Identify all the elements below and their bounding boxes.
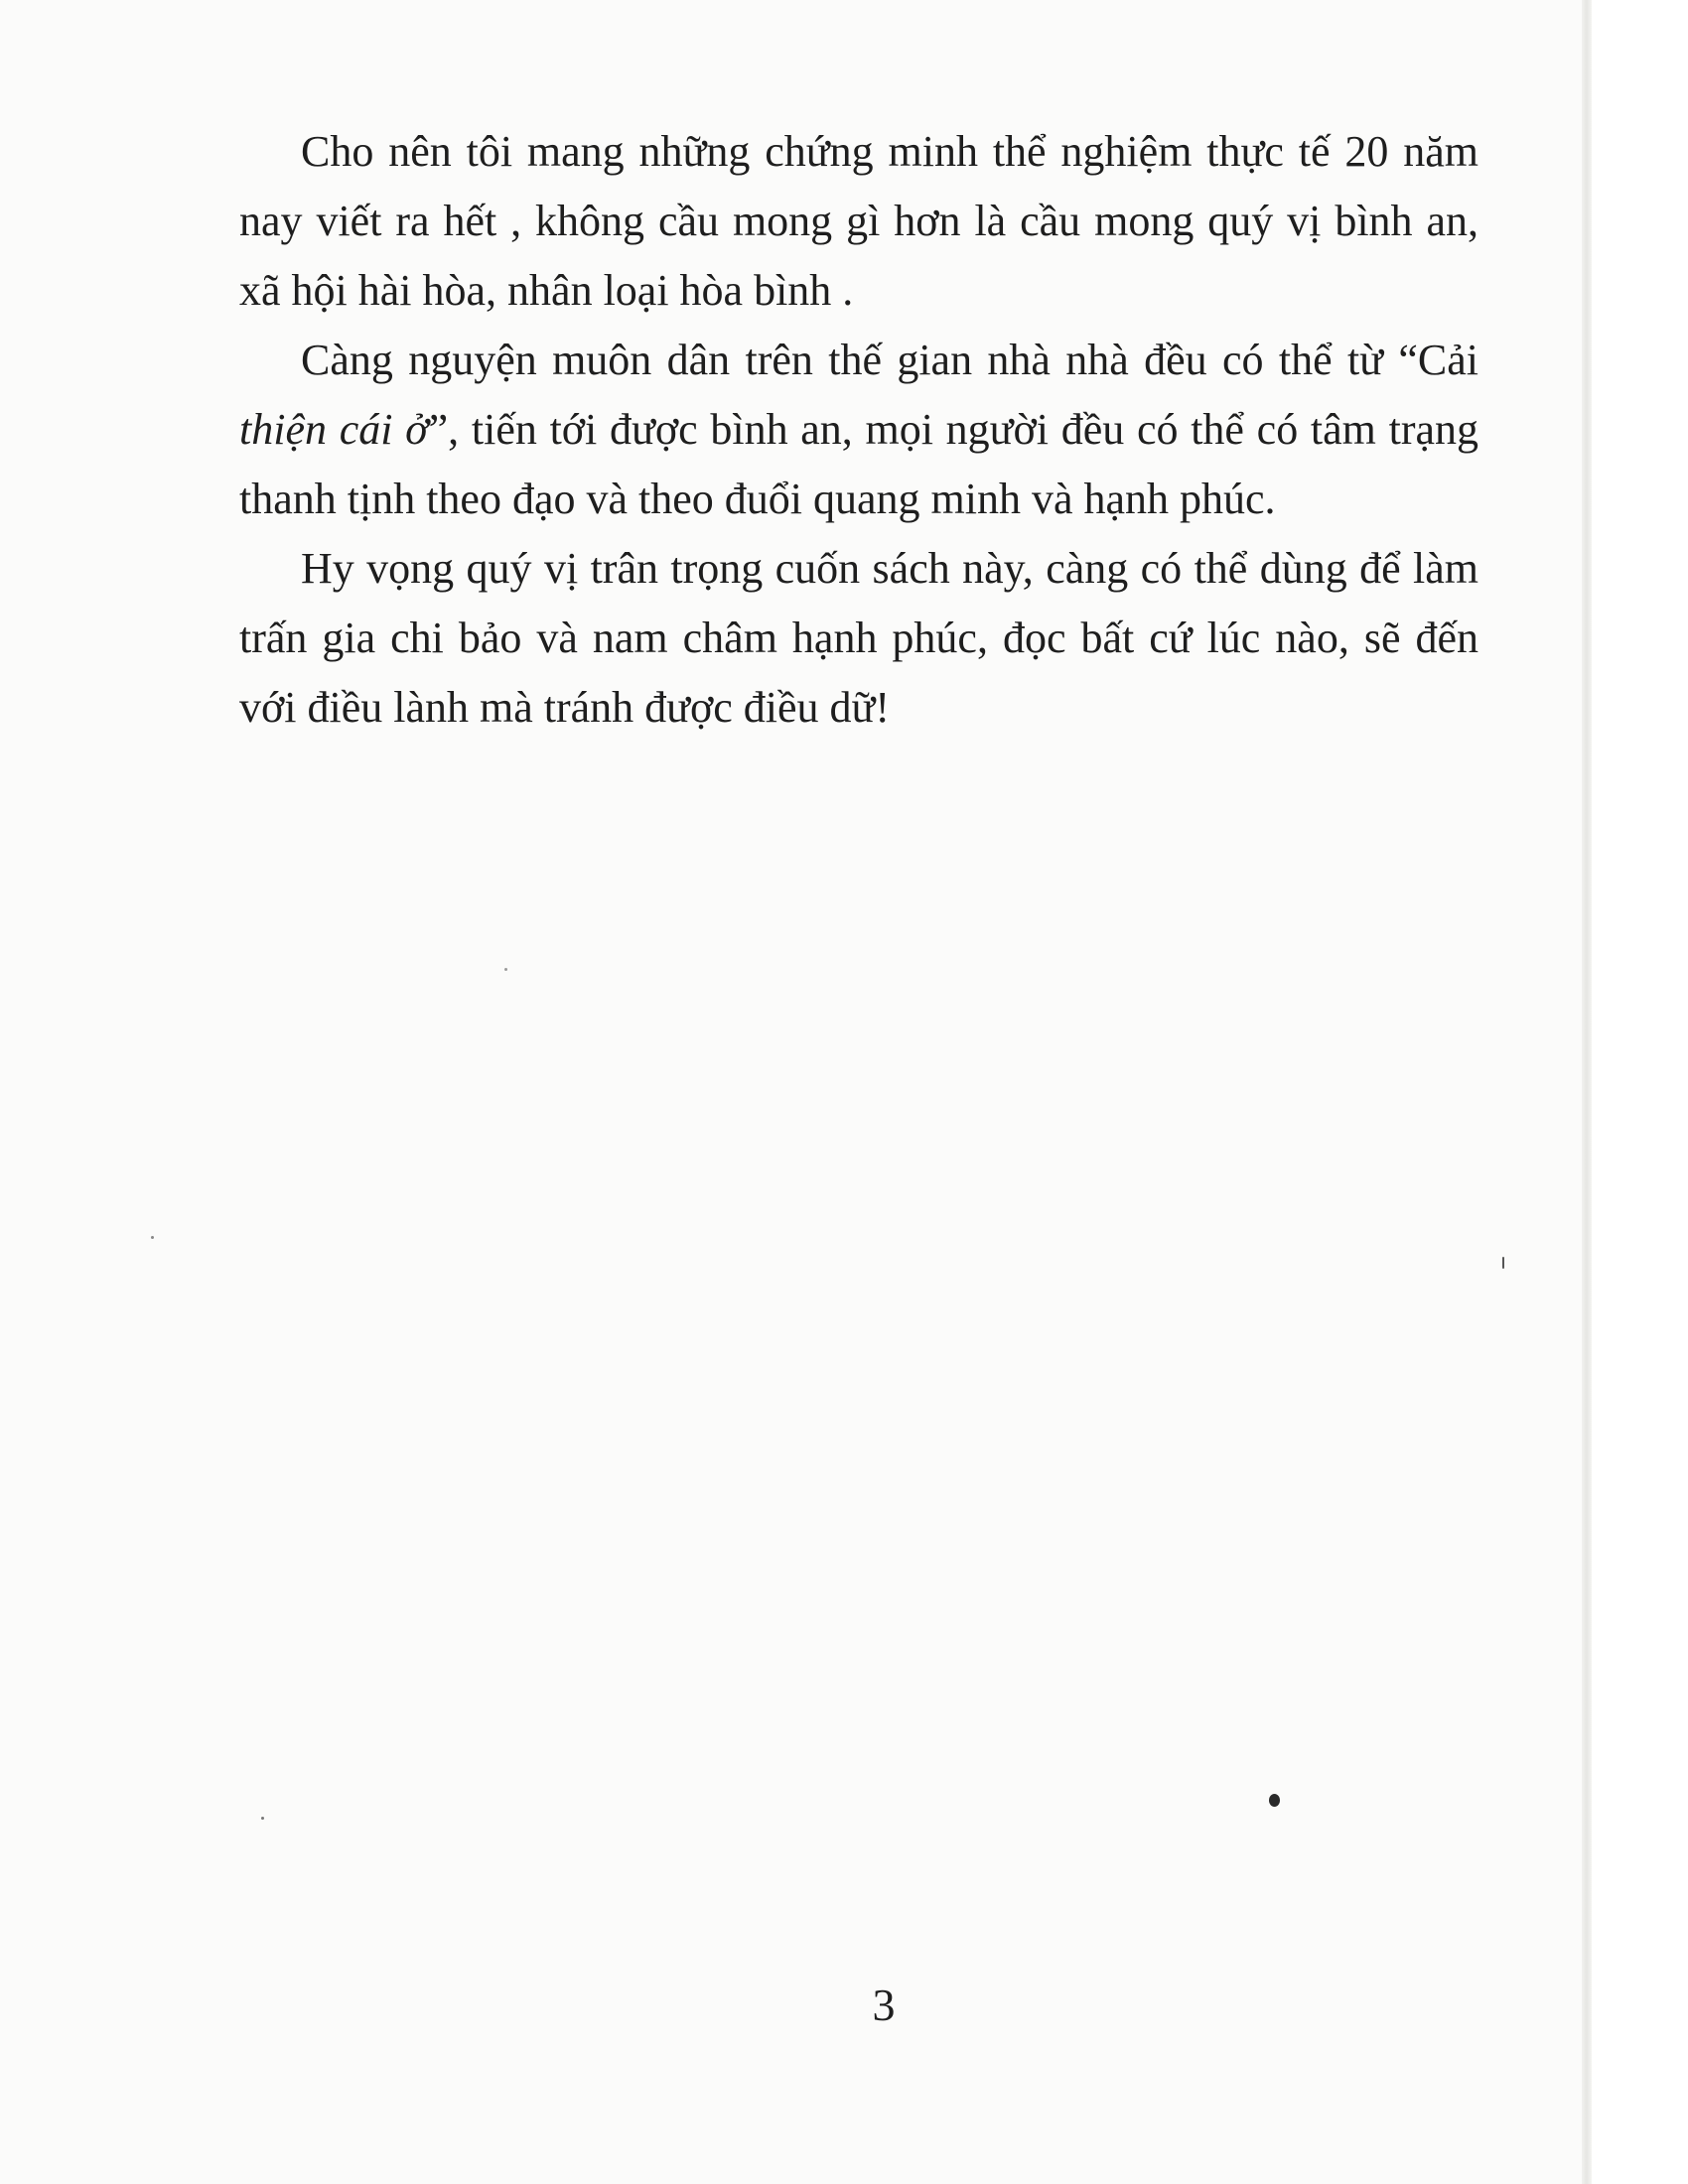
- paragraph-2: [239, 326, 1478, 534]
- scan-margin: [1592, 0, 1688, 2184]
- paragraph-3: Hy vọng quý vị trân trọng cuốn sách này, càng có thể dùng để làm trấn gia chi bảo và nam châm hạnh phúc, đọc bất cứ lúc nào, sẽ đến với điều lành mà tránh được điều dữ!: [239, 544, 1478, 732]
- scan-speck: [261, 1817, 264, 1820]
- body-text: [239, 117, 1478, 743]
- scan-speck: [151, 1236, 154, 1239]
- page-number: 3: [872, 1979, 896, 2030]
- scan-shadow-edge: [1582, 0, 1592, 2184]
- scan-speck: [1269, 1794, 1280, 1807]
- scan-speck: [1502, 1257, 1504, 1269]
- paragraph-2-lead: Càng nguyện muôn dân trên thế gian nhà nhà đều có thể từ “Cải: [301, 336, 1478, 384]
- paragraph-2-tail: ”, tiến tới được bình an, mọi người đều có thể có tâm trạng thanh tịnh theo đạo và theo đuổi quang minh và hạnh phúc.: [239, 405, 1479, 523]
- scan-speck: [504, 968, 507, 971]
- paragraph-1: Cho nên tôi mang những chứng minh thể nghiệm thực tế 20 năm nay viết ra hết , không cầu mong gì hơn là cầu mong quý vị bình an, xã hội hài hòa, nhân loại hòa bình .: [239, 127, 1478, 315]
- paragraph-2-italic: thiện cái ở: [239, 405, 429, 454]
